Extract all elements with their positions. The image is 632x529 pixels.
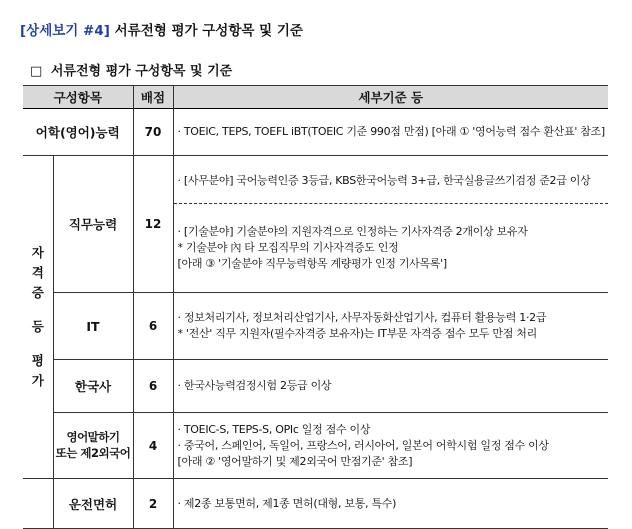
item-score-it: 6	[133, 293, 173, 360]
table-row-job	[23, 156, 608, 293]
detail-office: · [사무분야] 국어능력인증 3등급, KBS한국어능력 3+급, 한국실용글쓰기검정 준2급 이상	[174, 156, 609, 204]
subheading-text: 서류전형 평가 구성항목 및 기준	[50, 64, 233, 79]
item-name-driving: 운전면허	[53, 479, 133, 529]
group-char: 가	[31, 373, 44, 388]
group-char: 등	[31, 319, 44, 334]
header-detail: 세부기준 등	[173, 86, 608, 109]
table-row-language	[23, 109, 608, 156]
item-score-speaking: 4	[133, 413, 173, 479]
item-name-job: 직무능력	[53, 156, 133, 293]
item-score-job: 12	[133, 156, 173, 293]
item-name-it: IT	[53, 293, 133, 360]
name-line: 또는 제2외국어	[55, 445, 131, 460]
item-score-driving: 2	[133, 479, 173, 529]
group-label-certificates	[23, 156, 53, 479]
detail-line: · 한국사능력검정시험 2등급 이상	[177, 379, 332, 392]
group-char: 자	[31, 245, 44, 260]
name-line: 영어말하기	[66, 429, 120, 444]
detail-line: · TOEIC-S, TEPS-S, OPIc 일정 점수 이상	[177, 422, 371, 436]
group-char: 격	[31, 265, 44, 280]
group-char: 증	[31, 285, 44, 300]
item-detail-speaking	[173, 413, 608, 479]
detail-line: · 정보처리기사, 정보처리산업기사, 사무자동화산업기사, 컴퓨터 활용능력 1·2급	[177, 311, 547, 324]
group-char: 평	[31, 353, 44, 368]
item-detail-job	[173, 156, 608, 293]
item-detail-language	[173, 109, 608, 156]
item-score-language: 70	[133, 109, 173, 156]
detail-line: [아래 ③ '기술분야 직무능력항목 계량평가 인정 기사목록']	[177, 257, 447, 270]
header-score: 배점	[133, 86, 173, 109]
header-item: 구성항목	[23, 86, 133, 109]
table-row-it	[23, 293, 608, 360]
detail-line: · 중국어, 스페인어, 독일어, 프랑스어, 러시아어, 일본어 어학시험 일정 점수 이상	[177, 438, 549, 452]
table-row-driving	[23, 479, 608, 529]
item-name-speaking	[53, 413, 133, 479]
detail-line: [아래 ② '영어말하기 및 제2외국어 만점기준' 참조]	[177, 454, 413, 468]
table-header-row	[23, 86, 608, 109]
table-row-speaking	[23, 413, 608, 479]
item-detail-it	[173, 293, 608, 360]
criteria-table	[23, 85, 608, 529]
item-name-history: 한국사	[53, 360, 133, 413]
detail-technical	[174, 204, 609, 292]
heading-tag: [상세보기 #4]	[20, 23, 110, 39]
heading-text: 서류전형 평가 구성항목 및 기준	[114, 23, 303, 39]
group-spacer	[23, 479, 53, 529]
detail-line: · TOEIC, TEPS, TOEFL iBT(TOEIC 기준 990점 만점) [아래 ① '영어능력 점수 환산표' 참조]	[177, 125, 605, 138]
item-detail-driving	[173, 479, 608, 529]
section-subheading	[30, 60, 232, 79]
detail-line: · [기술분야] 기술분야의 지원자격으로 인정하는 기사자격증 2개이상 보유자	[177, 225, 528, 238]
page-heading	[20, 19, 303, 39]
detail-line: * 기술분야 內 타 모집직무의 기사자격증도 인정	[177, 241, 399, 254]
item-detail-history	[173, 360, 608, 413]
table-row-history	[23, 360, 608, 413]
item-name-language: 어학(영어)능력	[23, 109, 133, 156]
detail-line: · 제2종 보통면허, 제1종 면허(대형, 보통, 특수)	[177, 496, 397, 510]
checkbox-square-icon: □	[30, 64, 43, 79]
detail-line: * '전산' 직무 지원자(필수자격증 보유자)는 IT부문 자격증 점수 모두 만점 처리	[177, 327, 537, 340]
item-score-history: 6	[133, 360, 173, 413]
